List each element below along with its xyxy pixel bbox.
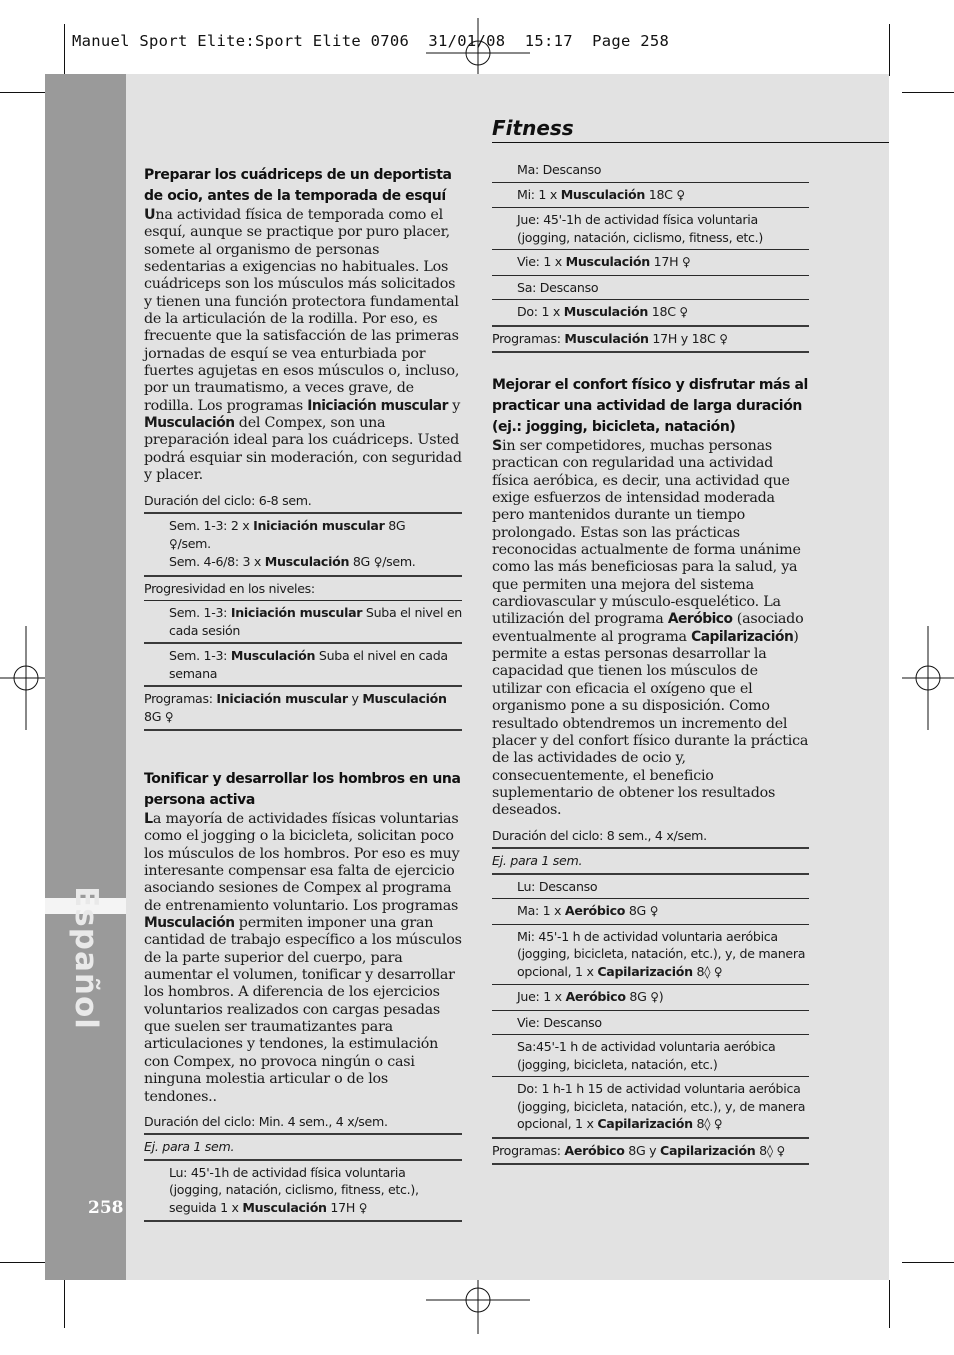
- person-icon: ♀: [649, 904, 659, 919]
- day-entry: Jue: 1 x Aeróbico 8G ♀): [492, 985, 809, 1011]
- cycle-duration: Duración del ciclo: 6-8 sem.: [144, 488, 462, 515]
- person-icon: ♀: [713, 1117, 723, 1132]
- language-label: Español: [67, 885, 104, 1030]
- diamond-icon: ◊: [766, 1142, 777, 1158]
- body-text: in ser competidores, muchas personas practican con regularidad una actividad física aeróbica, es decir, una actividad que exige esfuerzos de intensidad moderada pero mantenidos durante un tiempo prolongado. Estas son las prácticas reconocidas actualmente de forma unánime como las más beneficiosas para la salud, ya que permiten una mejora del sistema cardiovascular y músculo-esquelético. La utilización del programa: [492, 438, 801, 628]
- registration-mark-icon: [902, 626, 954, 730]
- language-label-box: [45, 885, 126, 1030]
- programs-line: Programas: Iniciación muscular y Musculación 8G ♀: [144, 687, 462, 731]
- body-text: y: [447, 397, 461, 414]
- programs-line: Programas: Aeróbico 8G y Capilarización 8◊ ♀: [492, 1139, 809, 1166]
- program-name: Iniciación muscular: [307, 397, 448, 414]
- section-body: [492, 438, 809, 820]
- diamond-icon: ◊: [704, 963, 714, 979]
- session-block: [144, 514, 462, 577]
- day-entry: Mi: 45'-1 h de actividad voluntaria aeróbica (jogging, bicicleta, natación, etc.), y, de manera opcional, 1 x Capilarización 8◊ ♀: [492, 925, 809, 986]
- section-body: [144, 811, 462, 1106]
- person-icon: ♀: [719, 331, 728, 346]
- print-slug: Manuel Sport Elite:Sport Elite 0706 31/01/08 15:17 Page 258: [72, 32, 670, 50]
- day-entry: Vie: 1 x Musculación 17H ♀: [492, 250, 809, 276]
- body-text: a mayoría de actividades físicas voluntarias como el jogging o la bicicleta, solicitan poco los músculos de los hombros. Por eso es muy interesante compensar esa falta de ejercicio asociando sesiones de Compex al programa de entrenamiento voluntario. Los programas: [144, 811, 460, 914]
- progression-item: Sem. 1-3: Musculación Suba el nivel en cada semana: [144, 644, 462, 687]
- section-subheading: (ej.: jogging, bicicleta, natación): [492, 419, 736, 435]
- person-icon: ♀: [164, 709, 174, 724]
- section-heading: Preparar los cuádriceps de un deportista de ocio, antes de la temporada de esquí: [144, 167, 452, 204]
- section-title: Fitness: [492, 116, 574, 140]
- programs-line: Programas: Musculación 17H y 18C ♀: [492, 327, 809, 354]
- day-entry: Lu: Descanso: [492, 875, 809, 900]
- body-text: (asociado eventualmente al programa: [492, 611, 804, 645]
- program-name: Capilarización: [691, 628, 794, 645]
- day-entry: Jue: 45'-1h de actividad física voluntaria (jogging, natación, ciclismo, fitness, etc.): [492, 208, 809, 250]
- crop-mark: [902, 92, 954, 93]
- person-icon: ♀: [169, 536, 178, 551]
- day-entry: Ma: 1 x Aeróbico 8G ♀: [492, 899, 809, 925]
- page-number: 258: [88, 1198, 124, 1218]
- session-line: Sem. 4-6/8: 3 x Musculación 8G ♀/sem.: [169, 554, 416, 569]
- language-tab: [45, 74, 126, 1280]
- cycle-duration: Duración del ciclo: Min. 4 sem., 4 x/sem.: [144, 1109, 462, 1136]
- program-name: Musculación: [144, 415, 235, 432]
- drop-cap: U: [144, 207, 156, 223]
- program-name: Musculación: [144, 915, 235, 932]
- crop-mark: [902, 1262, 954, 1263]
- progression-label: Progresividad en los niveles:: [144, 577, 462, 602]
- section-body: [144, 207, 462, 485]
- body-text: ) permite a estas personas desarrollar la capacidad que tienen los músculos de utilizar con eficacia el oxígeno que el organismo pone a su disposición. Como resultado obtendremos un incremento del placer y del confort físico durante la práctica de las actividades de ocio y, consecuentemente, el beneficio suplementario de obtener los resultados deseados.: [492, 628, 809, 819]
- diamond-icon: ◊: [704, 1116, 714, 1132]
- drop-cap: L: [144, 811, 153, 827]
- day-entry: Do: 1 h-1 h 15 de actividad voluntaria aeróbica (jogging, bicicleta, natación, etc.), y, de manera opcional, 1 x Capilarización 8◊ ♀: [492, 1077, 809, 1139]
- example-label: Ej. para 1 sem.: [492, 849, 809, 875]
- cycle-duration: Duración del ciclo: 8 sem., 4 x/sem.: [492, 823, 809, 850]
- body-text: del Compex, son una preparación ideal para los cuádriceps. Usted podrá esquiar sin moderación, con seguridad y placer.: [144, 415, 462, 484]
- body-text: permiten imponer una gran cantidad de trabajo específico a los músculos de la parte superior del cuerpo, para aumentar el volumen, tonificar y desarrollar los hombros. A diferencia de los ejercicios voluntarios realizados con cargas pesadas que suelen ser traumatizantes para articulaciones y tendones, la estimulación con Compex, no provoca ningún o casi ninguna molestia articular o de los tendones..: [144, 915, 462, 1105]
- person-icon: ♀: [713, 964, 723, 979]
- program-name: Aeróbico: [667, 611, 733, 628]
- day-entry: Do: 1 x Musculación 18C ♀: [492, 300, 809, 327]
- left-column: [144, 165, 462, 1222]
- session-line: Sem. 1-3: 2 x Iniciación muscular 8G: [169, 518, 406, 533]
- day-entry: Sa:45'-1 h de actividad voluntaria aeróbica (jogging, bicicleta, natación, etc.): [492, 1035, 809, 1077]
- section-heading: Tonificar y desarrollar los hombros en una persona activa: [144, 771, 461, 808]
- person-icon: ♀: [373, 555, 383, 569]
- day-entry: Sa: Descanso: [492, 276, 809, 301]
- person-icon: ♀: [676, 187, 685, 202]
- section-title-rule: [492, 142, 889, 143]
- person-icon: ♀: [776, 1143, 786, 1158]
- crop-mark: [64, 24, 65, 76]
- example-label: Ej. para 1 sem.: [144, 1135, 462, 1161]
- right-column: [492, 160, 809, 1165]
- person-icon: ♀: [650, 990, 659, 1005]
- day-entry: Vie: Descanso: [492, 1011, 809, 1036]
- drop-cap: S: [492, 438, 503, 454]
- progression-item: Sem. 1-3: Iniciación muscular Suba el nivel en cada sesión: [144, 601, 462, 644]
- day-entry: Mi: 1 x Musculación 18C ♀: [492, 183, 809, 209]
- session-line: ♀/sem.: [169, 535, 211, 551]
- person-icon: ♀: [358, 1200, 368, 1215]
- day-entry: Lu: 45'-1h de actividad física voluntaria (jogging, natación, ciclismo, fitness, etc.), seguida 1 x Musculación 17H ♀: [144, 1161, 462, 1223]
- person-icon: ♀: [681, 255, 691, 269]
- crop-mark: [889, 24, 890, 76]
- person-icon: ♀: [679, 305, 688, 319]
- crop-mark: [889, 1280, 890, 1328]
- body-text: na actividad física de temporada como el esquí, aunque se practique por puro placer, somete al organismo de personas sedentarias a exigencias no habituales. Los cuádriceps son los músculos más solicitados y tienen una función protectora fundamental de la articulación de la rodilla. Por eso, es frecuente que la satisfacción de las primeras jornadas de esquí se vea enturbiada por fuertes agujetas en esos músculos o, incluso, por un traumatismo, a veces grave, de rodilla. Los programas: [144, 207, 460, 414]
- day-entry: Ma: Descanso: [492, 160, 809, 183]
- crop-mark: [64, 1280, 65, 1328]
- section-heading: Mejorar el confort físico y disfrutar más al practicar una actividad de larga duración: [492, 377, 808, 414]
